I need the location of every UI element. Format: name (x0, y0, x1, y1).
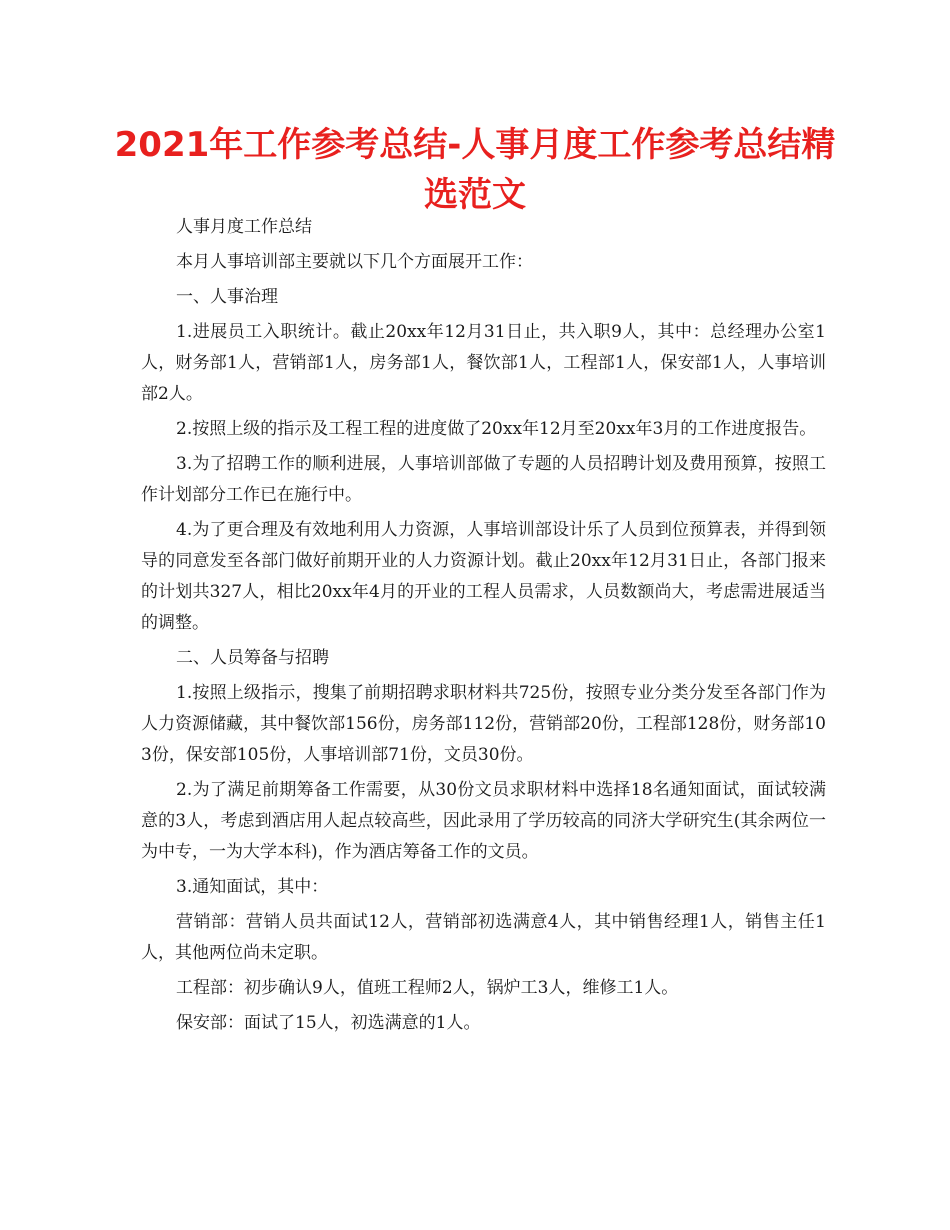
paragraph: 3.为了招聘工作的顺利进展，人事培训部做了专题的人员招聘计划及费用预算，按照工作计划部分工作已在施行中。 (141, 454, 826, 505)
paragraph: 1.进展员工入职统计。截止20xx年12月31日止，共入职9人，其中：总经理办公室1人，财务部1人，营销部1人，房务部1人，餐饮部1人，工程部1人，保安部1人，人事培训部2人。 (141, 322, 826, 404)
paragraph: 4.为了更合理及有效地利用人力资源，人事培训部设计乐了人员到位预算表，并得到领导的同意发至各部门做好前期开业的人力资源计划。截止20xx年12月31日止，各部门报来的计划共327人，相比20xx年4月的开业的工程人员需求，人员数额尚大，考虑需进展适当的调整。 (141, 520, 826, 633)
paragraph: 2.为了满足前期筹备工作需要，从30份文员求职材料中选择18名通知面试，面试较满意的3人，考虑到酒店用人起点较高些，因此录用了学历较高的同济大学研究生(其余两位一为中专，一为大学本科)，作为酒店筹备工作的文员。 (141, 780, 826, 862)
section-heading-recruitment: 二、人员筹备与招聘 (176, 648, 329, 668)
paragraph-intro: 本月人事培训部主要就以下几个方面展开工作： (176, 252, 533, 272)
document-body (141, 212, 826, 1043)
section-heading-hr-management: 一、人事治理 (176, 287, 278, 307)
paragraph: 工程部：初步确认9人，值班工程师2人，锅炉工3人，维修工1人。 (176, 978, 679, 998)
paragraph: 1.按照上级指示，搜集了前期招聘求职材料共725份，按照专业分类分发至各部门作为人力资源储藏，其中餐饮部156份，房务部112份，营销部20份，工程部128份，财务部103份，保安部105份，人事培训部71份，文员30份。 (141, 683, 826, 765)
paragraph: 保安部：面试了15人，初选满意的1人。 (176, 1013, 481, 1033)
document-title: 2021年工作参考总结-人事月度工作参考总结精选范文 (114, 125, 836, 215)
paragraph-subtitle: 人事月度工作总结 (176, 217, 312, 237)
paragraph: 2.按照上级的指示及工程工程的进度做了20xx年12月至20xx年3月的工作进度报告。 (176, 419, 817, 439)
paragraph: 营销部：营销人员共面试12人，营销部初选满意4人，其中销售经理1人，销售主任1人，其他两位尚未定职。 (141, 912, 826, 963)
paragraph: 3.通知面试，其中： (176, 877, 329, 897)
